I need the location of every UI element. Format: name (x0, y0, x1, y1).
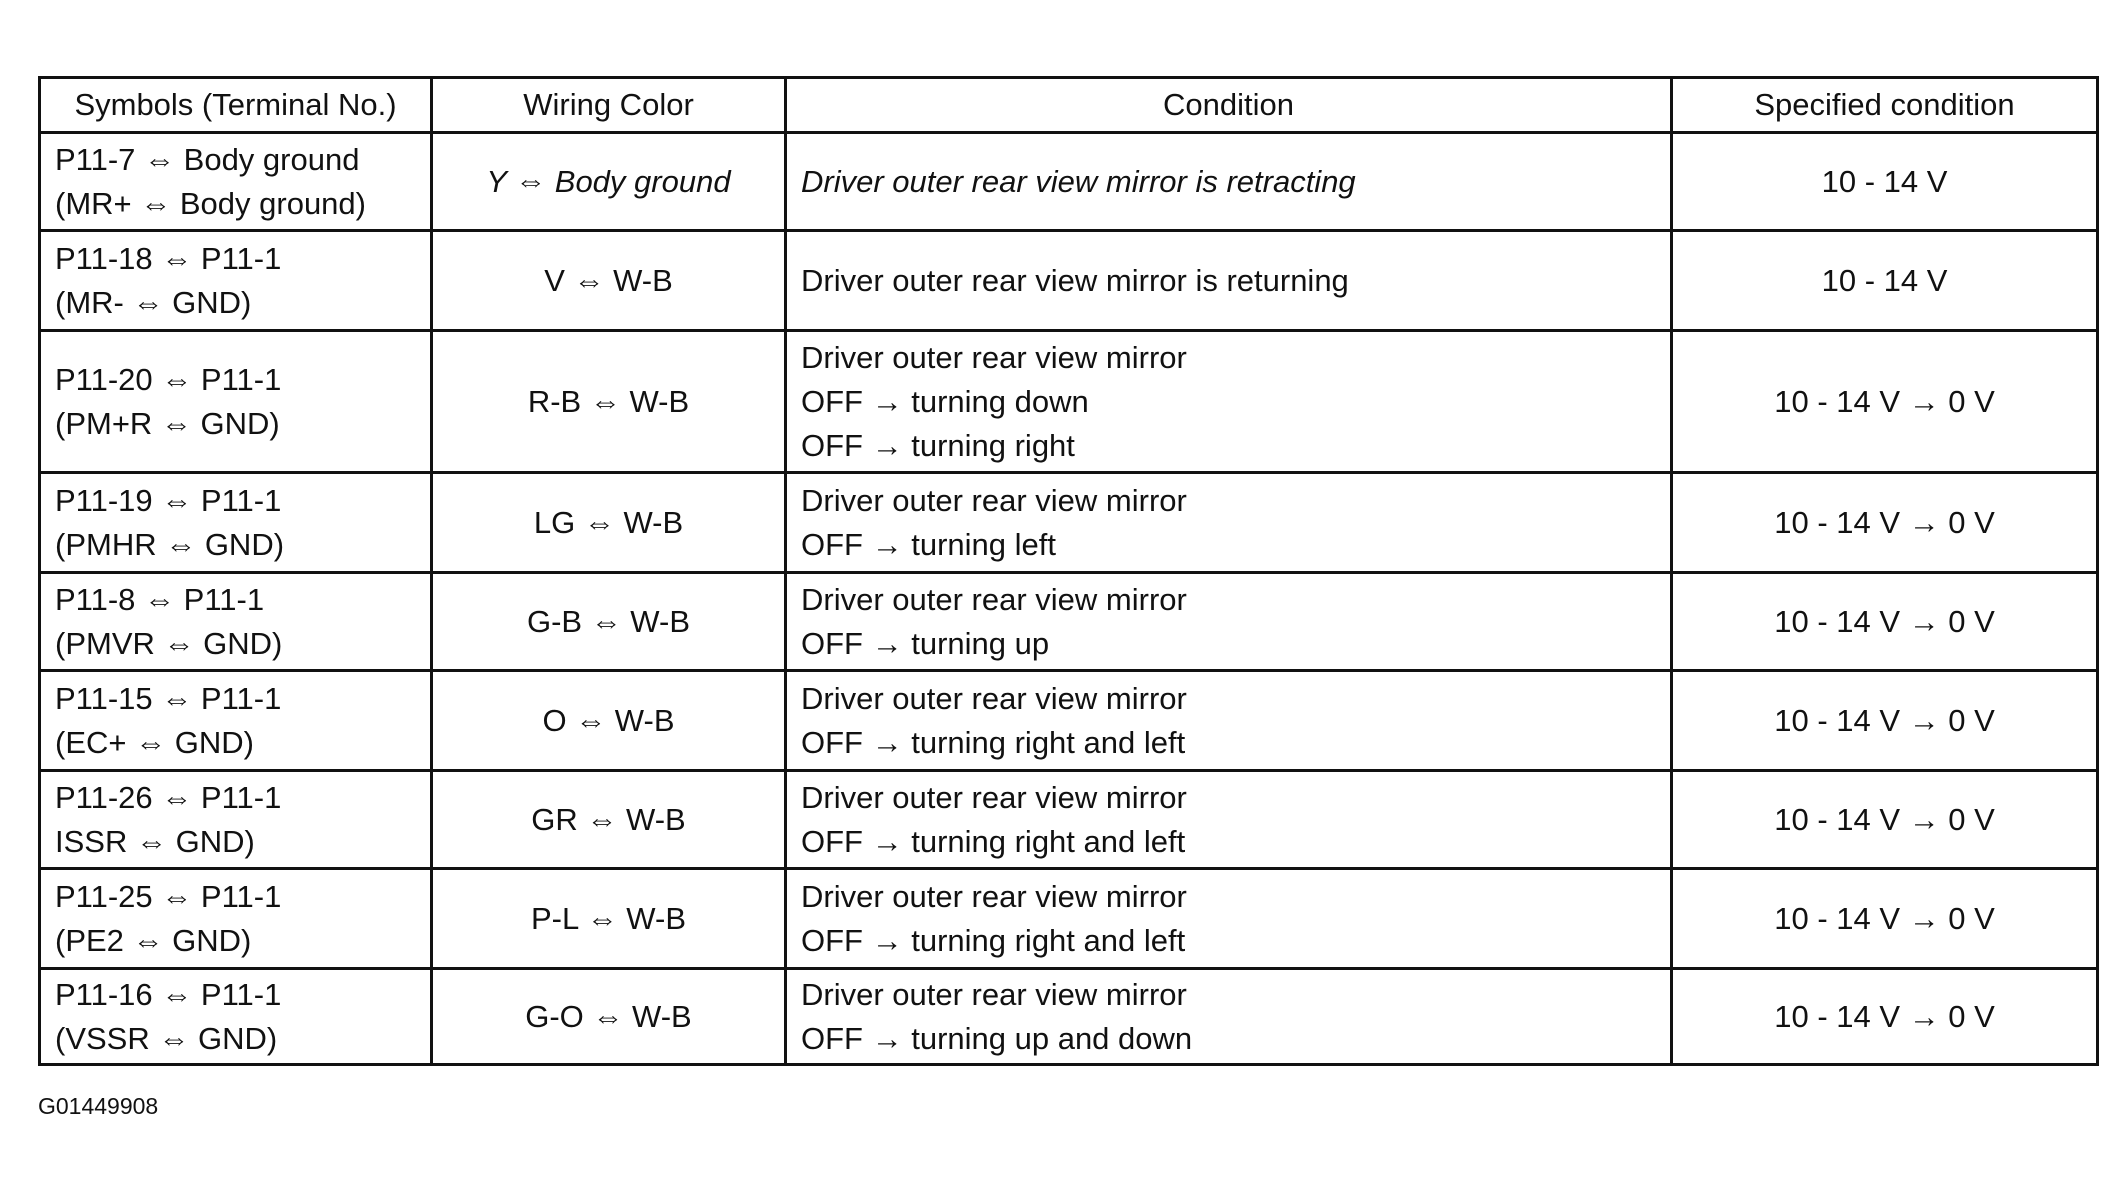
cell-specified-condition: 10 - 14 V → 0 V (1672, 969, 2098, 1065)
condition-line: OFF → turning right and left (801, 823, 1186, 859)
condition-line: Driver outer rear view mirror (801, 976, 1187, 1012)
cell-wiring-color: R-B ⇔ W-B (432, 331, 786, 473)
table-row (40, 331, 2098, 473)
cell-specified-condition: 10 - 14 V → 0 V (1672, 869, 2098, 969)
cell-wiring-color: GR ⇔ W-B (432, 771, 786, 869)
cell-wiring-color: LG ⇔ W-B (432, 473, 786, 573)
symbol-line: (MR- ⇔ GND) (55, 284, 252, 320)
condition-line: Driver outer rear view mirror is returning (801, 262, 1349, 298)
symbol-line: (EC+ ⇔ GND) (55, 724, 254, 760)
condition-line: Driver outer rear view mirror (801, 482, 1187, 518)
symbol-line: P11-25 ⇔ P11-1 (55, 878, 282, 914)
condition-line: OFF → turning up (801, 625, 1050, 661)
header-specified-condition: Specified condition (1672, 78, 2098, 133)
cell-symbol (40, 671, 432, 771)
cell-condition (786, 573, 1672, 671)
cell-specified-condition: 10 - 14 V (1672, 231, 2098, 331)
cell-condition (786, 869, 1672, 969)
header-symbols: Symbols (Terminal No.) (40, 78, 432, 133)
cell-wiring-color: P-L ⇔ W-B (432, 869, 786, 969)
cell-symbol (40, 331, 432, 473)
header-condition: Condition (786, 78, 1672, 133)
symbol-line: P11-7 ⇔ Body ground (55, 141, 360, 177)
cell-condition (786, 771, 1672, 869)
symbol-line: (PE2 ⇔ GND) (55, 922, 252, 958)
cell-specified-condition: 10 - 14 V → 0 V (1672, 573, 2098, 671)
cell-symbol (40, 133, 432, 231)
condition-line: Driver outer rear view mirror (801, 339, 1187, 375)
cell-condition (786, 133, 1672, 231)
table-row (40, 231, 2098, 331)
symbol-line: P11-26 ⇔ P11-1 (55, 779, 282, 815)
symbol-line: P11-20 ⇔ P11-1 (55, 361, 282, 397)
condition-line: OFF → turning down (801, 383, 1089, 419)
condition-line: OFF → turning up and down (801, 1020, 1193, 1056)
table-row (40, 473, 2098, 573)
symbol-line: ISSR ⇔ GND) (55, 823, 255, 859)
cell-specified-condition: 10 - 14 V → 0 V (1672, 331, 2098, 473)
figure-id: G01449908 (38, 1093, 159, 1119)
symbol-line: P11-15 ⇔ P11-1 (55, 680, 282, 716)
cell-specified-condition: 10 - 14 V → 0 V (1672, 473, 2098, 573)
condition-line: OFF → turning right (801, 427, 1075, 463)
condition-line: Driver outer rear view mirror (801, 680, 1187, 716)
table-row (40, 133, 2098, 231)
cell-wiring-color: G-O ⇔ W-B (432, 969, 786, 1065)
condition-line: Driver outer rear view mirror (801, 581, 1187, 617)
cell-symbol (40, 869, 432, 969)
condition-line: OFF → turning left (801, 526, 1056, 562)
cell-specified-condition: 10 - 14 V → 0 V (1672, 671, 2098, 771)
cell-wiring-color: G-B ⇔ W-B (432, 573, 786, 671)
condition-line: OFF → turning right and left (801, 724, 1186, 760)
symbol-line: (PMHR ⇔ GND) (55, 526, 285, 562)
symbol-line: P11-19 ⇔ P11-1 (55, 482, 282, 518)
cell-condition (786, 671, 1672, 771)
cell-symbol (40, 771, 432, 869)
header-wiring-color: Wiring Color (432, 78, 786, 133)
cell-wiring-color: V ⇔ W-B (432, 231, 786, 331)
cell-condition (786, 969, 1672, 1065)
table-row (40, 869, 2098, 969)
condition-line: Driver outer rear view mirror is retracting (801, 163, 1356, 199)
condition-line: Driver outer rear view mirror (801, 779, 1187, 815)
condition-line: OFF → turning right and left (801, 922, 1186, 958)
symbol-line: P11-16 ⇔ P11-1 (55, 976, 282, 1012)
symbol-line: (PMVR ⇔ GND) (55, 625, 283, 661)
cell-condition (786, 331, 1672, 473)
cell-specified-condition: 10 - 14 V (1672, 133, 2098, 231)
symbol-line: (PM+R ⇔ GND) (55, 405, 280, 441)
cell-symbol (40, 573, 432, 671)
symbol-line: (VSSR ⇔ GND) (55, 1020, 278, 1056)
header-row (40, 78, 2098, 133)
symbol-line: P11-18 ⇔ P11-1 (55, 240, 282, 276)
symbol-line: P11-8 ⇔ P11-1 (55, 581, 265, 617)
table-body (40, 133, 2098, 1065)
cell-condition (786, 231, 1672, 331)
table-row (40, 771, 2098, 869)
symbol-line: (MR+ ⇔ Body ground) (55, 185, 366, 221)
cell-wiring-color: O ⇔ W-B (432, 671, 786, 771)
cell-specified-condition: 10 - 14 V → 0 V (1672, 771, 2098, 869)
cell-condition (786, 473, 1672, 573)
cell-symbol (40, 473, 432, 573)
table-row (40, 573, 2098, 671)
cell-symbol (40, 231, 432, 331)
table-row (40, 671, 2098, 771)
cell-symbol (40, 969, 432, 1065)
cell-wiring-color: Y ⇔ Body ground (432, 133, 786, 231)
condition-line: Driver outer rear view mirror (801, 878, 1187, 914)
table-row (40, 969, 2098, 1065)
terminal-spec-table (38, 76, 2099, 1066)
